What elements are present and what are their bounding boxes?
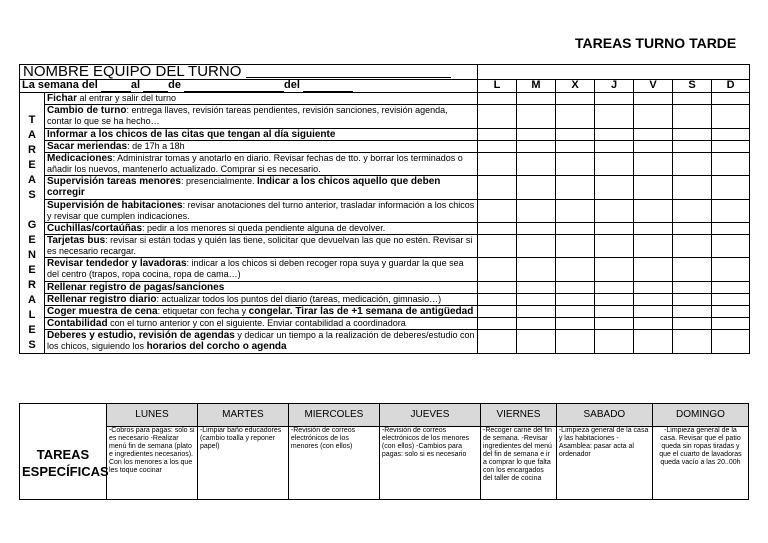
day-check-cell[interactable] bbox=[478, 318, 517, 330]
day-check-cell[interactable] bbox=[712, 176, 750, 199]
day-check-cell[interactable] bbox=[634, 176, 673, 199]
day-check-cell[interactable] bbox=[517, 281, 556, 293]
vertical-letter: L bbox=[28, 309, 36, 321]
day-check-cell[interactable] bbox=[634, 140, 673, 152]
day-check-cell[interactable] bbox=[556, 128, 595, 140]
day-lunes: LUNES bbox=[106, 404, 197, 427]
vertical-letter bbox=[22, 203, 42, 218]
task-description bbox=[45, 222, 478, 234]
task-description bbox=[45, 306, 478, 318]
team-name-blank[interactable] bbox=[246, 66, 451, 78]
task-row bbox=[20, 140, 750, 152]
day-check-cell[interactable] bbox=[712, 140, 750, 152]
day-check-cell[interactable] bbox=[595, 258, 634, 281]
day-check-cell[interactable] bbox=[712, 258, 750, 281]
vertical-letter: A bbox=[28, 129, 36, 141]
task-description bbox=[45, 318, 478, 330]
day-check-cell[interactable] bbox=[595, 105, 634, 128]
day-viernes: VIERNES bbox=[481, 404, 557, 427]
week-label: La semana del bbox=[22, 79, 98, 91]
week-blank-2[interactable] bbox=[143, 80, 168, 92]
day-header-x: X bbox=[556, 80, 595, 93]
task-title: Rellenar registro de pagas/sanciones bbox=[47, 281, 225, 293]
day-check-cell[interactable] bbox=[673, 105, 712, 128]
day-check-cell[interactable] bbox=[556, 318, 595, 330]
day-check-cell[interactable] bbox=[595, 330, 634, 354]
day-check-cell[interactable] bbox=[712, 318, 750, 330]
task-text: : etiquetar con fecha y bbox=[157, 306, 249, 317]
day-check-cell[interactable] bbox=[634, 128, 673, 140]
day-check-cell[interactable] bbox=[517, 318, 556, 330]
task-title: Cambio de turno bbox=[47, 105, 127, 117]
day-check-cell[interactable] bbox=[517, 140, 556, 152]
task-description bbox=[45, 152, 478, 175]
day-check-cell[interactable] bbox=[556, 258, 595, 281]
task-title: Sacar meriendas bbox=[47, 140, 128, 152]
task-martes: -Limpiar baño educadores (cambio toalla y reponer papel) bbox=[197, 427, 288, 500]
day-check-cell[interactable] bbox=[517, 330, 556, 354]
day-check-cell[interactable] bbox=[478, 93, 517, 105]
vertical-letter: G bbox=[27, 219, 37, 231]
task-row bbox=[20, 199, 750, 222]
day-check-cell[interactable] bbox=[673, 235, 712, 258]
task-text: : entrega llaves, revisión tareas pendientes, revisión sanciones, revisión agenda, contar lo que se ha hecho… bbox=[47, 105, 448, 127]
task-description bbox=[45, 235, 478, 258]
task-row bbox=[20, 152, 750, 175]
week-row bbox=[20, 80, 478, 93]
day-check-cell[interactable] bbox=[673, 222, 712, 234]
general-tasks-table bbox=[19, 64, 750, 354]
day-jueves: JUEVES bbox=[379, 404, 480, 427]
task-text: : revisar si están todas y quién las tiene, solicitar que devuelvan las que no estén. Revisar si es necesario recargar. bbox=[47, 235, 473, 257]
vertical-letter: A bbox=[28, 294, 36, 306]
task-text: con el turno anterior y con el siguiente. Enviar contabilidad a coordinadora bbox=[107, 318, 406, 329]
day-check-cell[interactable] bbox=[673, 93, 712, 105]
week-al: al bbox=[130, 79, 141, 91]
day-check-cell[interactable] bbox=[517, 128, 556, 140]
day-check-cell[interactable] bbox=[478, 222, 517, 234]
task-row bbox=[20, 105, 750, 128]
day-check-cell[interactable] bbox=[517, 176, 556, 199]
day-check-cell[interactable] bbox=[517, 199, 556, 222]
task-title: Cuchillas/cortaúñas bbox=[47, 222, 143, 234]
day-check-cell[interactable] bbox=[673, 140, 712, 152]
day-check-cell[interactable] bbox=[556, 306, 595, 318]
day-check-cell[interactable] bbox=[556, 222, 595, 234]
day-check-cell[interactable] bbox=[595, 222, 634, 234]
task-domingo: -Limpieza general de la casa. Revisar que el patio queda sin ropas tiradas y que el cuarto de lavadoras queda vacío a las 20..00h bbox=[652, 427, 748, 500]
week-blank-4[interactable] bbox=[303, 80, 353, 92]
task-text: : pedir a los menores si queda pendiente alguna de devolver. bbox=[142, 222, 386, 233]
day-check-cell[interactable] bbox=[634, 306, 673, 318]
day-check-cell[interactable] bbox=[478, 235, 517, 258]
team-name-cell[interactable] bbox=[20, 65, 478, 80]
day-check-cell[interactable] bbox=[634, 199, 673, 222]
day-check-cell[interactable] bbox=[712, 330, 750, 354]
day-check-cell[interactable] bbox=[517, 258, 556, 281]
day-header-s: S bbox=[673, 80, 712, 93]
week-de: de bbox=[168, 79, 181, 91]
day-check-cell[interactable] bbox=[673, 176, 712, 199]
day-check-cell[interactable] bbox=[595, 318, 634, 330]
task-emphasis: horarios del corcho o agenda bbox=[146, 341, 287, 353]
day-check-cell[interactable] bbox=[595, 293, 634, 305]
day-check-cell[interactable] bbox=[517, 222, 556, 234]
task-row bbox=[20, 330, 750, 354]
page-title: TAREAS TURNO TARDE bbox=[575, 35, 737, 51]
task-row bbox=[20, 318, 750, 330]
day-check-cell[interactable] bbox=[478, 176, 517, 199]
day-check-cell[interactable] bbox=[556, 199, 595, 222]
day-check-cell[interactable] bbox=[556, 93, 595, 105]
task-title: Coger muestra de cena bbox=[47, 306, 158, 318]
day-check-cell[interactable] bbox=[595, 140, 634, 152]
task-row bbox=[20, 306, 750, 318]
vertical-letter: A bbox=[28, 174, 36, 186]
task-row bbox=[20, 93, 750, 105]
task-text: : presencialmente. bbox=[180, 176, 257, 187]
specific-tasks-table bbox=[19, 403, 749, 500]
task-title: Tarjetas bus bbox=[47, 235, 106, 247]
day-check-cell[interactable] bbox=[478, 306, 517, 318]
week-blank-3[interactable] bbox=[184, 80, 284, 92]
day-check-cell[interactable] bbox=[673, 293, 712, 305]
day-check-cell[interactable] bbox=[595, 152, 634, 175]
day-check-cell[interactable] bbox=[712, 93, 750, 105]
task-title: Informar a los chicos de las citas que tengan al día siguiente bbox=[47, 128, 336, 140]
task-title: Rellenar registro diario bbox=[47, 293, 157, 305]
day-sabado: SABADO bbox=[556, 404, 652, 427]
day-check-cell[interactable] bbox=[556, 330, 595, 354]
task-emphasis: congelar. Tirar las de +1 semana de antigüedad bbox=[248, 306, 474, 318]
day-check-cell[interactable] bbox=[517, 306, 556, 318]
day-check-cell[interactable] bbox=[595, 281, 634, 293]
day-check-cell[interactable] bbox=[634, 235, 673, 258]
vertical-letter: N bbox=[28, 249, 36, 261]
day-domingo: DOMINGO bbox=[652, 404, 748, 427]
day-check-cell[interactable] bbox=[556, 281, 595, 293]
day-check-cell[interactable] bbox=[517, 152, 556, 175]
day-check-cell[interactable] bbox=[634, 93, 673, 105]
task-description bbox=[45, 330, 478, 354]
task-row bbox=[20, 281, 750, 293]
day-check-cell[interactable] bbox=[595, 176, 634, 199]
task-row bbox=[20, 258, 750, 281]
day-check-cell[interactable] bbox=[478, 152, 517, 175]
day-check-cell[interactable] bbox=[517, 293, 556, 305]
day-check-cell[interactable] bbox=[673, 330, 712, 354]
day-check-cell[interactable] bbox=[712, 222, 750, 234]
day-check-cell[interactable] bbox=[478, 330, 517, 354]
task-text: : actualizar todos los puntos del diario (tareas, medicación, gimnasio…) bbox=[156, 293, 442, 304]
day-check-cell[interactable] bbox=[673, 152, 712, 175]
day-check-cell[interactable] bbox=[712, 152, 750, 175]
day-check-cell[interactable] bbox=[712, 128, 750, 140]
day-check-cell[interactable] bbox=[673, 199, 712, 222]
day-check-cell[interactable] bbox=[478, 199, 517, 222]
task-emphasis: Indicar a los chicos aquello que deben corregir bbox=[47, 176, 441, 199]
week-blank-1[interactable] bbox=[101, 80, 131, 92]
task-title: Medicaciones bbox=[47, 152, 113, 164]
task-row bbox=[20, 293, 750, 305]
general-tasks-vertical-label bbox=[20, 93, 45, 354]
task-title: Contabilidad bbox=[47, 318, 108, 330]
day-check-cell[interactable] bbox=[634, 281, 673, 293]
task-title: Deberes y estudio, revisión de agendas bbox=[47, 330, 235, 342]
day-miercoles: MIERCOLES bbox=[288, 404, 379, 427]
day-header-m: M bbox=[517, 80, 556, 93]
task-text: : revisar anotaciones del turno anterior, trasladar información a los chicos y revisar que cumplen indicaciones. bbox=[47, 199, 475, 221]
task-sabado: -Limpieza general de la casa y las habitaciones -Asamblea: pasar acta al ordenador bbox=[556, 427, 652, 500]
day-check-cell[interactable] bbox=[556, 293, 595, 305]
day-check-cell[interactable] bbox=[634, 318, 673, 330]
task-description bbox=[45, 258, 478, 281]
day-check-cell[interactable] bbox=[595, 128, 634, 140]
task-text: : indicar a los chicos si deben recoger ropa suya y guardar la que sea del centro (trapos, ropa cocina, ropa de cama…) bbox=[47, 258, 464, 280]
day-check-cell[interactable] bbox=[556, 105, 595, 128]
day-check-cell[interactable] bbox=[595, 306, 634, 318]
task-title: Fichar bbox=[47, 93, 78, 104]
vertical-letter: E bbox=[28, 234, 36, 246]
day-martes: MARTES bbox=[197, 404, 288, 427]
task-row bbox=[20, 222, 750, 234]
day-check-cell[interactable] bbox=[595, 93, 634, 105]
day-check-cell[interactable] bbox=[556, 176, 595, 199]
day-header-d: D bbox=[712, 80, 750, 93]
task-text: al entrar y salir del turno bbox=[77, 93, 177, 103]
vertical-letter: T bbox=[28, 114, 36, 126]
day-check-cell[interactable] bbox=[595, 199, 634, 222]
vertical-letter: S bbox=[28, 339, 36, 351]
day-check-cell[interactable] bbox=[478, 105, 517, 128]
task-description bbox=[45, 128, 478, 140]
task-text: y dedicar un tiempo a la realización de deberes/estudio con los chicos, siguiendo los bbox=[47, 330, 475, 352]
task-row bbox=[20, 176, 750, 199]
day-check-cell[interactable] bbox=[673, 281, 712, 293]
day-check-cell[interactable] bbox=[517, 93, 556, 105]
vertical-letter: E bbox=[28, 264, 36, 276]
vertical-letter: E bbox=[28, 324, 36, 336]
day-check-cell[interactable] bbox=[478, 140, 517, 152]
day-header-j: J bbox=[595, 80, 634, 93]
vertical-letter: R bbox=[28, 279, 36, 291]
task-jueves: -Revisión de correos electrónicos de los menores (con ellos) -Cambios para pagas: solo si es necesario bbox=[379, 427, 480, 500]
day-check-cell[interactable] bbox=[712, 281, 750, 293]
task-description bbox=[45, 293, 478, 305]
day-check-cell[interactable] bbox=[478, 128, 517, 140]
specific-corner bbox=[20, 404, 107, 427]
day-check-cell[interactable] bbox=[673, 258, 712, 281]
vertical-letter: S bbox=[28, 189, 36, 201]
day-check-cell[interactable] bbox=[712, 293, 750, 305]
day-check-cell[interactable] bbox=[595, 235, 634, 258]
day-check-cell[interactable] bbox=[673, 318, 712, 330]
day-check-cell[interactable] bbox=[712, 199, 750, 222]
task-title: Revisar tendedor y lavadoras bbox=[47, 258, 187, 270]
day-check-cell[interactable] bbox=[517, 235, 556, 258]
day-check-cell[interactable] bbox=[556, 140, 595, 152]
day-check-cell[interactable] bbox=[712, 306, 750, 318]
task-title: Supervisión tareas menores bbox=[47, 176, 181, 188]
task-title: Supervisión de habitaciones bbox=[47, 199, 183, 211]
day-check-cell[interactable] bbox=[634, 330, 673, 354]
day-check-cell[interactable] bbox=[556, 235, 595, 258]
task-description bbox=[45, 93, 478, 105]
task-text: : de 17h a 18h bbox=[127, 140, 185, 151]
vertical-letter: R bbox=[28, 144, 36, 156]
week-del: del bbox=[284, 79, 300, 91]
day-check-cell[interactable] bbox=[634, 222, 673, 234]
day-check-cell[interactable] bbox=[673, 128, 712, 140]
header-empty bbox=[478, 65, 750, 80]
day-check-cell[interactable] bbox=[634, 258, 673, 281]
day-check-cell[interactable] bbox=[634, 293, 673, 305]
task-miercoles: -Revisión de correos electrónicos de los menores (con ellos) bbox=[288, 427, 379, 500]
day-check-cell[interactable] bbox=[556, 152, 595, 175]
task-row bbox=[20, 235, 750, 258]
day-check-cell[interactable] bbox=[712, 105, 750, 128]
day-check-cell[interactable] bbox=[712, 235, 750, 258]
task-description bbox=[45, 281, 478, 293]
day-header-v: V bbox=[634, 80, 673, 93]
day-check-cell[interactable] bbox=[478, 258, 517, 281]
task-lunes: -Cobros para pagas: solo si es necesario -Realizar menú fin de semana (plato e ingredientes necesarios). Con los menores a los que les toque cocinar bbox=[106, 427, 197, 500]
specific-label: TAREAS ESPECÍFICAS bbox=[20, 427, 107, 500]
task-description bbox=[45, 140, 478, 152]
day-check-cell[interactable] bbox=[673, 306, 712, 318]
task-description bbox=[45, 105, 478, 128]
day-header-l: L bbox=[478, 80, 517, 93]
day-check-cell[interactable] bbox=[634, 105, 673, 128]
day-check-cell[interactable] bbox=[478, 281, 517, 293]
team-name-label: NOMBRE EQUIPO DEL TURNO bbox=[23, 63, 242, 80]
task-text: : Administrar tomas y anotarlo en diario. Revisar fechas de tto. y borrar los terminados o añadir los nuevos, mantenerlo actualizado. Comprar si es necesario. bbox=[47, 152, 463, 174]
vertical-letter: E bbox=[28, 159, 36, 171]
day-check-cell[interactable] bbox=[478, 293, 517, 305]
day-check-cell[interactable] bbox=[634, 152, 673, 175]
task-description bbox=[45, 199, 478, 222]
task-row bbox=[20, 128, 750, 140]
task-viernes: -Recoger carne del fin de semana. -Revisar ingredientes del menú del fin de semana e ir a comprar lo que falta con los encargados del taller de cocina bbox=[481, 427, 557, 500]
task-description bbox=[45, 176, 478, 199]
day-check-cell[interactable] bbox=[517, 105, 556, 128]
